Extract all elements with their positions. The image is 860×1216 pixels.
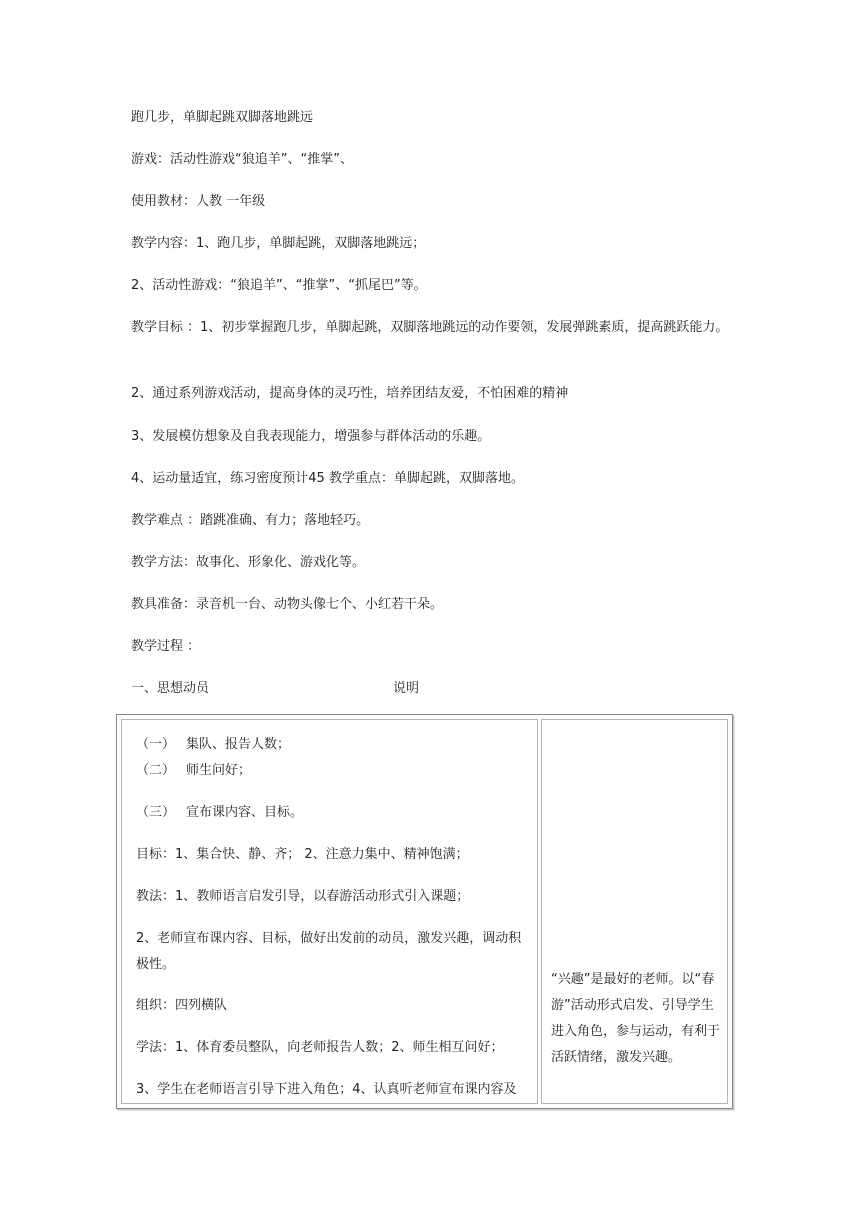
notes-column-heading: 说明: [393, 681, 420, 696]
explanation-cell: [541, 719, 728, 1104]
learning-method-line: 3、学生在老师语言引导下进入角色；4、认真听老师宣布课内容及: [136, 1082, 517, 1097]
lesson-table: [116, 714, 733, 1109]
list-item: [136, 804, 303, 822]
text-line: 使用教材：人教 一年级: [131, 194, 266, 209]
item-text: 师生问好；: [186, 763, 252, 778]
text-line: 2、通过系列游戏活动，提高身体的灵巧性，培养团结友爱，不怕困难的精神: [131, 386, 569, 401]
teaching-method-line: 教法：1、教师语言启发引导，以春游活动形式引入课题；: [136, 889, 470, 904]
list-item: [136, 736, 290, 754]
organization-line: 组织：四列横队: [136, 998, 228, 1013]
text-line: 教具准备：录音机一台、动物头像七个、小红若干朵。: [131, 597, 444, 612]
item-number: （三）: [136, 805, 176, 820]
item-text: 宣布课内容、目标。: [186, 805, 304, 820]
objectives-line: 目标：1、集合快、静、齐； 2、注意力集中、精神饱满；: [136, 847, 469, 862]
text-line: 教学方法：故事化、形象化、游戏化等。: [131, 555, 366, 570]
section-heading-row: [131, 680, 209, 698]
text-line: 教学内容：1、跑几步，单脚起跳，双脚落地跳远；: [131, 236, 426, 251]
list-item: [136, 762, 251, 780]
text-line: 教学难点 ：踏跳准确、有力；落地轻巧。: [131, 513, 370, 528]
text-paragraph: 教学目标 ：1、初步掌握跑几步，单脚起跳，双脚落地跳远的动作要领，发展弹跳素质，提高跳跃能力。: [131, 320, 729, 335]
item-number: （一）: [136, 737, 176, 752]
text-line: 跑几步，单脚起跳双脚落地跳远: [131, 110, 314, 125]
item-text: 集队、报告人数；: [186, 737, 291, 752]
item-number: （二）: [136, 763, 176, 778]
text-line: 游戏：活动性游戏“狼追羊”、“推掌”、: [131, 152, 353, 167]
text-line: 3、发展模仿想象及自我表现能力，增强参与群体活动的乐趣。: [131, 429, 491, 444]
explanation-text: “兴趣”是最好的老师。以“春游”活动形式启发、引导学生进入角色，参与运动，有利于活跃情绪，激发兴趣。: [551, 972, 721, 1065]
text-line: 4、运动量适宜，练习密度预计45 教学重点：单脚起跳，双脚落地。: [131, 471, 524, 486]
procedure-cell: [121, 719, 538, 1104]
section-title: 一、思想动员: [131, 681, 210, 696]
teaching-method-paragraph: 2、老师宣布课内容、目标，做好出发前的动员，激发兴趣，调动积极性。: [136, 931, 522, 972]
learning-method-line: 学法：1、体育委员整队，向老师报告人数；2、师生相互问好；: [136, 1040, 504, 1055]
text-line: 教学过程 ：: [131, 639, 201, 654]
text-line: 2、活动性游戏：“狼追羊”、“推掌”、“抓尾巴”等。: [131, 278, 427, 293]
